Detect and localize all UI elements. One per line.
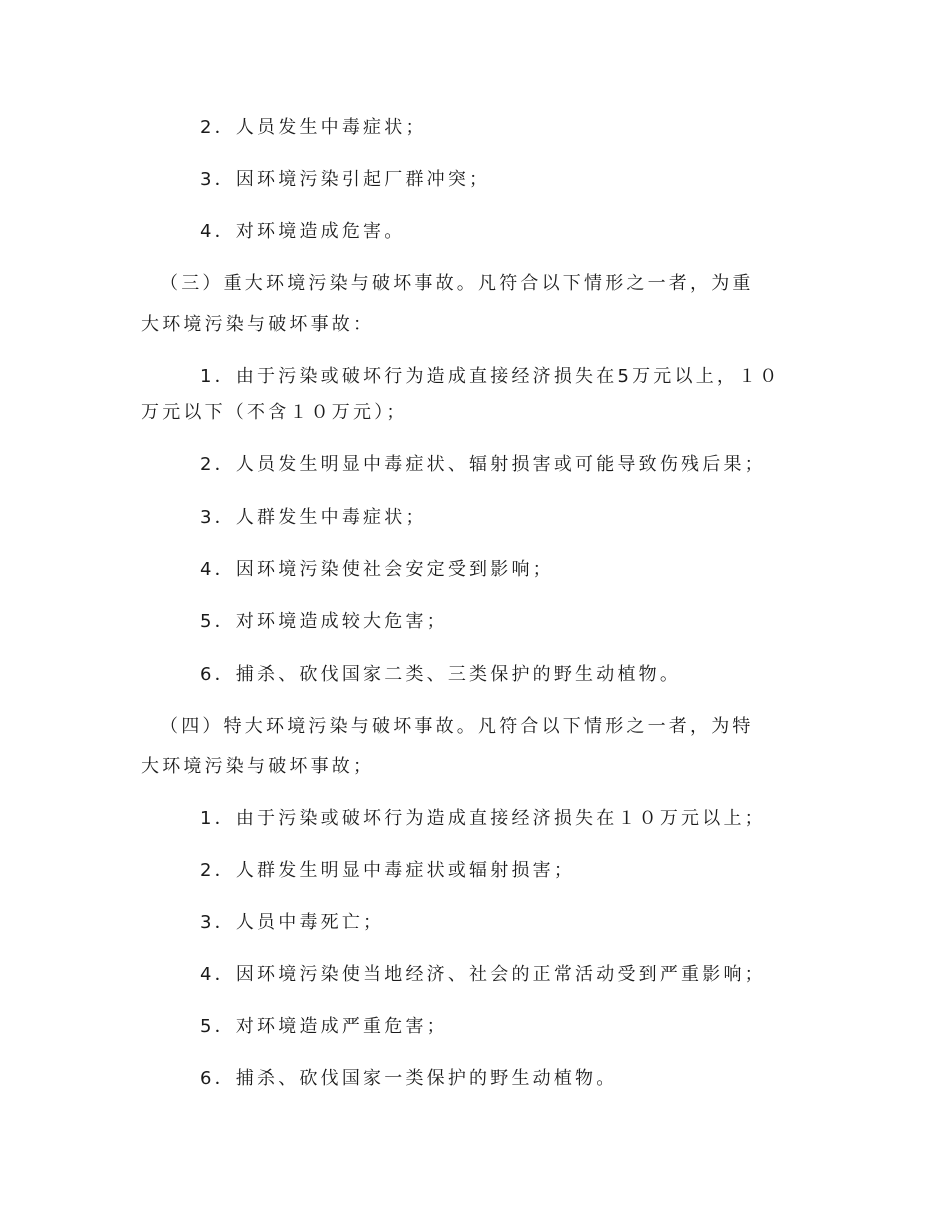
list-item: 3．人群发生中毒症状； <box>200 507 427 528</box>
list-item: 2．人员发生明显中毒症状、辐射损害或可能导致伤残后果； <box>200 454 766 475</box>
section-heading-continued: 大环境污染与破坏事故； <box>141 756 375 777</box>
list-item-continued: 万元以下（不含１０万元）； <box>141 402 408 423</box>
list-item: 6．捕杀、砍伐国家一类保护的野生动植物。 <box>200 1068 618 1089</box>
list-item: 5．对环境造成较大危害； <box>200 611 448 632</box>
list-item: 5．对环境造成严重危害； <box>200 1016 448 1037</box>
list-item: 2．人群发生明显中毒症状或辐射损害； <box>200 860 576 881</box>
list-item: 2．人员发生中毒症状； <box>200 117 427 138</box>
section-heading-continued: 大环境污染与破坏事故： <box>141 314 375 335</box>
list-item: 4．因环境污染使社会安定受到影响； <box>200 559 554 580</box>
list-item: 3．人员中毒死亡； <box>200 912 385 933</box>
list-item: 6．捕杀、砍伐国家二类、三类保护的野生动植物。 <box>200 664 682 685</box>
list-item: 3．因环境污染引起厂群冲突； <box>200 169 491 190</box>
list-item: 1．由于污染或破坏行为造成直接经济损失在１０万元以上； <box>200 808 766 829</box>
list-item: 4．对环境造成危害。 <box>200 221 406 242</box>
section-heading: （三）重大环境污染与破坏事故。凡符合以下情形之一者，为重 <box>160 273 754 294</box>
list-item: 1．由于污染或破坏行为造成直接经济损失在5万元以上，１０ <box>200 366 781 387</box>
section-heading: （四）特大环境污染与破坏事故。凡符合以下情形之一者，为特 <box>160 716 754 737</box>
list-item: 4．因环境污染使当地经济、社会的正常活动受到严重影响； <box>200 964 766 985</box>
